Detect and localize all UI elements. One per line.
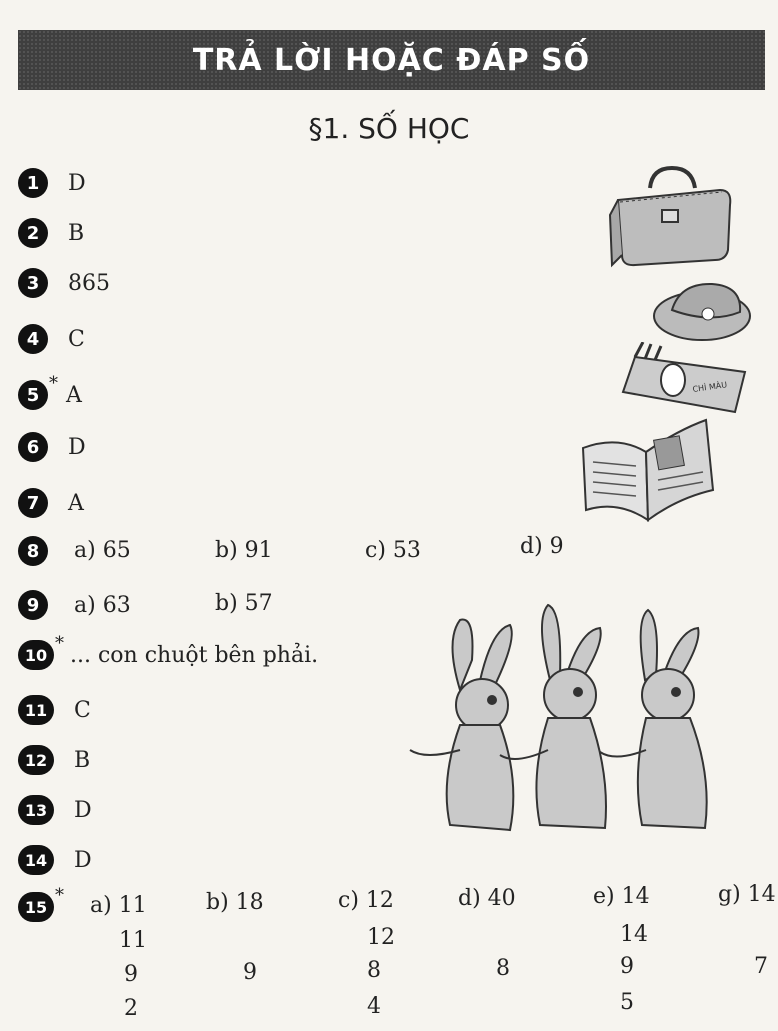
answer-number-badge: 14 [18, 845, 54, 875]
hat-icon [650, 278, 760, 348]
fraction-value: 9 [243, 960, 257, 985]
answer-number-badge: 13 [18, 795, 54, 825]
answer-number-badge: 4 [18, 324, 48, 354]
fraction-value: 4 [367, 994, 381, 1019]
fraction-label: g) 14 [718, 882, 776, 907]
answer-row-15 [18, 884, 64, 922]
answer-part: a) 65 [74, 538, 131, 563]
header-banner [18, 30, 765, 90]
fraction-value: 5 [620, 990, 634, 1015]
section-title: §1. SỐ HỌC [308, 112, 470, 145]
answer-value: C [74, 697, 91, 723]
answer-row-8 [18, 536, 48, 566]
fraction-value: 12 [367, 925, 395, 950]
fraction-label: d) 40 [458, 886, 516, 911]
fraction-label: c) 12 [338, 888, 394, 913]
answer-number-badge: 2 [18, 218, 48, 248]
crayon-box-icon [615, 342, 755, 417]
answer-row-6 [18, 432, 86, 462]
answer-number-badge: 3 [18, 268, 48, 298]
answer-row-7 [18, 488, 84, 518]
answer-number-badge: 10 [18, 640, 54, 670]
fraction-value: 9 [124, 962, 138, 987]
rabbits-illustration [400, 600, 730, 845]
answer-row-9 [18, 590, 48, 620]
answer-row-10 [18, 632, 319, 670]
answer-row-2 [18, 218, 84, 248]
answer-row-11 [18, 695, 91, 725]
fraction-label: b) 18 [206, 890, 264, 915]
answer-number-badge: 5 [18, 380, 48, 410]
answer-value: D [68, 170, 86, 196]
asterisk: * [55, 884, 64, 906]
answer-part: c) 53 [365, 538, 421, 563]
answer-number-badge: 15 [18, 892, 54, 922]
answer-value: A [68, 490, 84, 516]
answer-part: b) 57 [215, 591, 273, 616]
fraction-value: 11 [119, 928, 147, 953]
answer-row-12 [18, 745, 90, 775]
answer-row-14 [18, 845, 92, 875]
fraction-label: a) 11 [90, 893, 147, 918]
fraction-value: 7 [754, 954, 768, 979]
answer-value: B [68, 220, 85, 246]
banner-title: TRẢ LỜI HOẶC ĐÁP SỐ [192, 42, 591, 78]
answer-number-badge: 1 [18, 168, 48, 198]
fraction-value: 8 [367, 958, 381, 983]
answer-row-3 [18, 268, 110, 298]
asterisk: * [49, 372, 58, 394]
answer-row-4 [18, 324, 85, 354]
answer-value: 865 [68, 270, 110, 296]
answer-value: D [74, 847, 92, 873]
answer-value: C [68, 326, 85, 352]
answer-number-badge: 6 [18, 432, 48, 462]
fraction-value: 9 [620, 954, 634, 979]
answer-value: D [68, 434, 86, 460]
answer-number-badge: 12 [18, 745, 54, 775]
answer-value: A [66, 382, 82, 408]
answer-value: B [74, 747, 91, 773]
answer-part: d) 9 [520, 534, 564, 559]
answer-number-badge: 7 [18, 488, 48, 518]
answer-part: a) 63 [74, 593, 131, 618]
bag-icon [600, 160, 740, 275]
answer-row-1 [18, 168, 86, 198]
answer-number-badge: 11 [18, 695, 54, 725]
fraction-value: 8 [496, 956, 510, 981]
answer-value: D [74, 797, 92, 823]
asterisk: * [55, 632, 64, 654]
answer-number-badge: 8 [18, 536, 48, 566]
book-icon [578, 410, 718, 525]
fraction-value: 2 [124, 996, 138, 1021]
fraction-value: 14 [620, 922, 648, 947]
answer-row-13 [18, 795, 92, 825]
answer-number-badge: 9 [18, 590, 48, 620]
answer-value: ... con chuột bên phải. [70, 642, 319, 668]
answer-row-5 [18, 372, 82, 410]
crayon-box-label: CHÌ MÀU [692, 380, 728, 394]
fraction-label: e) 14 [593, 884, 650, 909]
answer-part: b) 91 [215, 538, 273, 563]
